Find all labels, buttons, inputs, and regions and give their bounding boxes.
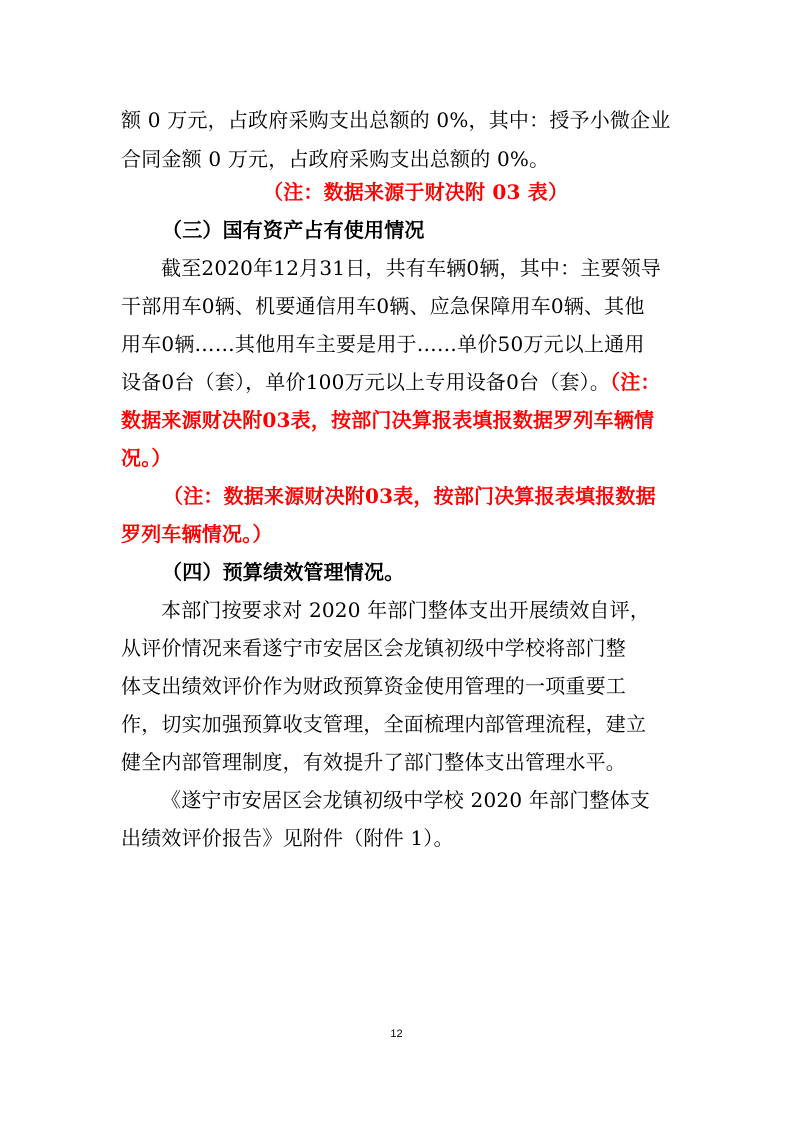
source-note [0, 406, 793, 434]
paragraph-line [0, 254, 793, 282]
paragraph-line [0, 106, 793, 134]
paragraph-line [0, 786, 793, 814]
paragraph-line [0, 634, 793, 662]
source-note [0, 444, 793, 472]
note-text: （注： [610, 370, 661, 394]
section-heading-assets [0, 216, 793, 244]
body-text: 体支出绩效评价作为财政预算资金使用管理的一项重要工 [121, 674, 626, 698]
paragraph-line [0, 330, 793, 358]
body-text: 健全内部管理制度，有效提升了部门整体支出管理水平。 [121, 750, 626, 774]
page-number: 12 [390, 1028, 403, 1040]
paragraph-line [0, 748, 793, 776]
body-text: 从评价情况来看遂宁市安居区会龙镇初级中学校将部门整 [121, 636, 626, 660]
paragraph-line [0, 292, 793, 320]
paragraph-line [0, 672, 793, 700]
body-text: 《遂宁市安居区会龙镇初级中学校 2020 年部门整体支 [161, 788, 651, 812]
body-text: 用车0辆……其他用车主要是用于……单价50万元以上通用 [121, 332, 645, 356]
source-note [0, 178, 793, 206]
body-text: 干部用车0辆、机要通信用车0辆、应急保障用车0辆、其他 [121, 294, 645, 318]
note-text: 数据来源财决附03表，按部门决算报表填报数据罗列车辆情 [121, 408, 655, 432]
paragraph-line [0, 368, 793, 396]
body-text: 截至2020年12月31日，共有车辆0辆，其中：主要领导 [161, 256, 662, 280]
note-text: 况。） [121, 446, 172, 470]
body-text: 本部门按要求对 2020 年部门整体支出开展绩效自评， [161, 598, 651, 622]
body-text: 额 0 万元，占政府采购支出总额的 0%，其中：授予小微企业 [121, 108, 671, 132]
paragraph-line [0, 824, 793, 852]
paragraph-line [0, 145, 793, 173]
paragraph-line [0, 710, 793, 738]
heading-text: （四）预算绩效管理情况。 [162, 560, 405, 584]
body-text: 作，切实加强预算收支管理，全面梳理内部管理流程，建立 [121, 712, 647, 736]
body-text: 出绩效评价报告》见附件（附件 1）。 [121, 826, 454, 850]
section-heading-performance [0, 558, 793, 586]
note-text: （注：数据来源财决附03表，按部门决算报表填报数据 [163, 484, 656, 508]
body-text: 合同金额 0 万元，占政府采购支出总额的 0%。 [121, 147, 550, 171]
heading-text: （三）国有资产占有使用情况 [162, 218, 425, 242]
source-note [0, 520, 793, 548]
note-text: （注：数据来源于财决附 03 表） [263, 180, 569, 204]
paragraph-line [0, 596, 793, 624]
body-text: 设备0台（套），单价100万元以上专用设备0台（套）。 [121, 370, 611, 394]
source-note [0, 482, 793, 510]
note-text: 罗列车辆情况。） [121, 522, 273, 546]
